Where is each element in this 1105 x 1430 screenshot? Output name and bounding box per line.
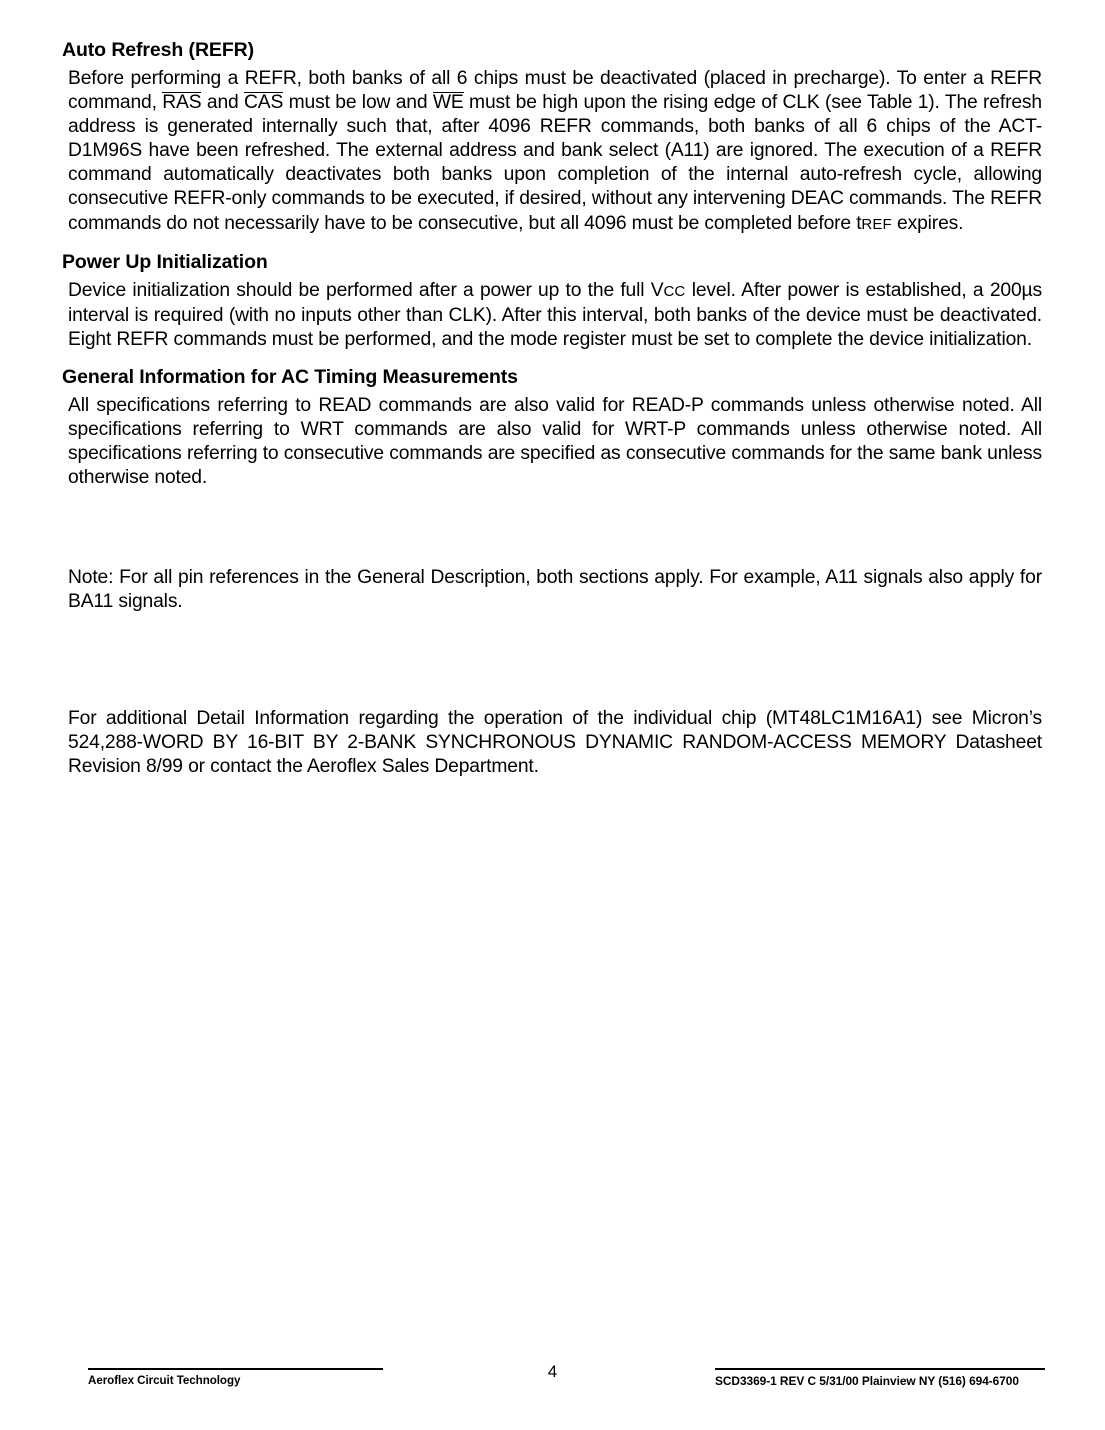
heading-auto-refresh: Auto Refresh (REFR) <box>62 39 255 61</box>
paragraph-closing: For additional Detail Information regarding the operation of the individual chip (MT48LC1M16A1) see Micron’s 524,288-WORD BY 16-BIT BY 2-BANK SYNCHRONOUS DYNAMIC RANDOM-ACCESS MEMORY Datasheet Revision 8/99 or contact the Aeroflex Sales Department. <box>68 707 1042 777</box>
section-ac-timing-measurements <box>62 365 1042 490</box>
footer-right-block <box>715 1368 1045 1388</box>
text-run: and <box>201 92 245 114</box>
text-run: Device initialization should be performed after a power up to the full V <box>68 279 664 301</box>
subscript-cc: CC <box>663 282 686 300</box>
closing-block <box>62 707 1042 779</box>
signal-ras-overline: RAS <box>162 91 201 115</box>
paragraph-auto-refresh <box>62 67 1042 237</box>
section-auto-refresh <box>62 38 1042 237</box>
heading-power-up-initialization: Power Up Initialization <box>62 250 268 273</box>
text-run: level. After power is established, a 200µs interval is required (with no inputs other than CLK). After this interval, both banks of the device must be deactivated. Eight REFR commands must be performed, and the mode register must be set to complete the device initialization. <box>68 279 1042 350</box>
text-run: must be low and <box>283 92 433 114</box>
footer-left-block <box>88 1368 383 1388</box>
signal-we-overline: WE <box>433 91 464 115</box>
heading-ac-timing-measurements: General Information for AC Timing Measurements <box>62 365 518 388</box>
vertical-spacer <box>62 615 1042 707</box>
text-run: must be high upon the rising edge of CLK (see Table 1). The refresh address is generated internally such that, after 4096 REFR commands, both banks of all 6 chips of the ACT-D1M96S have been refreshed. The external address and bank select (A11) are ignored. The execution of a REFR command automatically deactivates both banks upon completion of the internal auto-refresh cycle, allowing consecutive REFR-only commands to be executed, if desired, without any intervening DEAC commands. The REFR commands do not necessarily have to be consecutive, but all 4096 must be completed before t <box>68 92 1042 234</box>
signal-cas-overline: CAS <box>244 91 283 115</box>
page-content <box>62 38 1042 779</box>
page-number: 4 <box>547 1362 558 1381</box>
vertical-spacer <box>62 490 1042 566</box>
paragraph-power-up-initialization <box>62 279 1042 352</box>
note-block <box>62 566 1042 614</box>
text-run: Before performing a REFR, both banks of all 6 chips must be deactivated (placed in precharge). To enter a REFR command, <box>68 68 1042 114</box>
text-run: expires. <box>891 212 964 234</box>
footer-document-id: SCD3369-1 REV C 5/31/00 Plainview NY (516) 694-6700 <box>715 1374 1019 1388</box>
section-power-up-initialization <box>62 250 1042 352</box>
footer-company-name: Aeroflex Circuit Technology <box>88 1374 241 1387</box>
paragraph-note: Note: For all pin references in the General Description, both sections apply. For example, A11 signals also apply for BA11 signals. <box>68 567 1042 613</box>
page-footer <box>0 1368 1105 1418</box>
subscript-ref: REF <box>861 215 892 233</box>
paragraph-ac-timing-measurements: All specifications referring to READ commands are also valid for READ-P commands unless otherwise noted. All specifications referring to WRT commands are also valid for WRT-P commands unless otherwise noted. All specifications referring to consecutive commands are specified as consecutive commands for the same bank unless otherwise noted. <box>68 394 1042 489</box>
